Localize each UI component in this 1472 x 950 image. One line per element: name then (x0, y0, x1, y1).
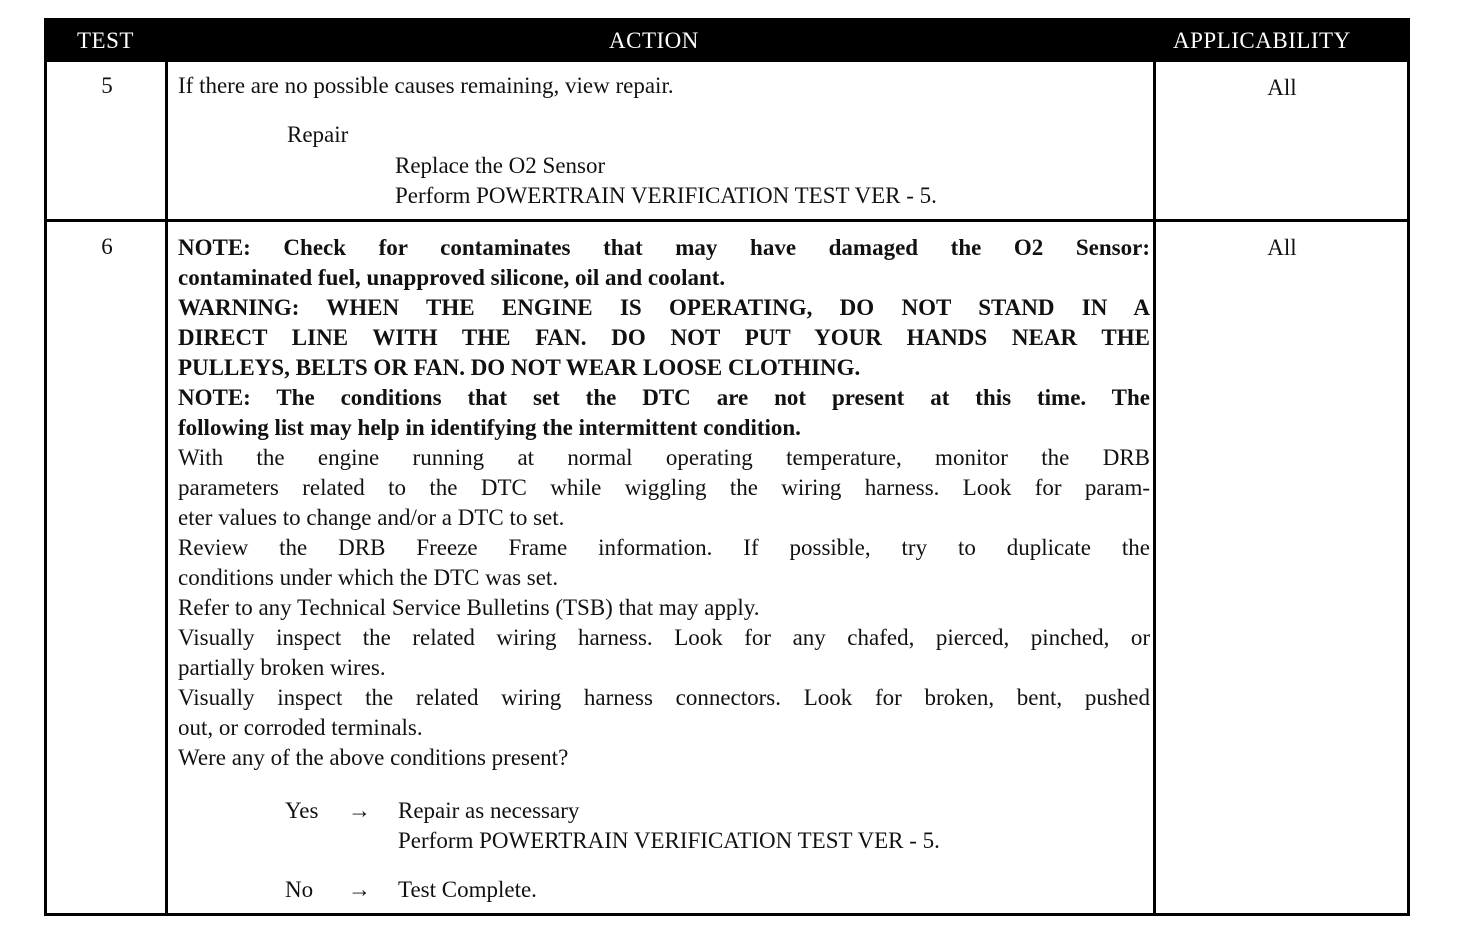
action-text: Visually inspect the related wiring harness connectors. Look for broken, bent, pushed (178, 685, 1150, 710)
warning-text: DIRECT LINE WITH THE FAN. DO NOT PUT YOUR HANDS NEAR THE (178, 325, 1150, 350)
action-text: Visually inspect the related wiring harness. Look for any chafed, pierced, pinched, or (178, 625, 1150, 650)
column-divider (1153, 21, 1156, 913)
action-text: conditions under which the DTC was set. (178, 565, 559, 590)
repair-label: Repair (287, 122, 349, 147)
arrow-icon: → (348, 877, 371, 902)
action-cell (178, 233, 1150, 773)
arrow-icon: → (348, 798, 371, 823)
question-text: Were any of the above conditions present? (178, 745, 569, 770)
repair-line: Replace the O2 Sensor (395, 153, 606, 178)
action-text: If there are no possible causes remaining, view repair. (178, 73, 674, 98)
repair-line: Perform POWERTRAIN VERIFICATION TEST VER - 5. (395, 183, 937, 208)
header-test: TEST (77, 28, 134, 53)
yes-label: Yes (285, 798, 319, 823)
no-line: Test Complete. (398, 877, 537, 902)
yes-line: Repair as necessary (398, 798, 580, 823)
applicability-cell: All (1267, 235, 1297, 260)
action-text: Refer to any Technical Service Bulletins (TSB) that may apply. (178, 595, 760, 620)
action-text: Review the DRB Freeze Frame information. If possible, try to duplicate the (178, 535, 1150, 560)
test-number: 5 (101, 73, 113, 98)
action-text: parameters related to the DTC while wiggling the wiring harness. Look for param- (178, 475, 1150, 500)
note-text: following list may help in identifying the intermittent condition. (178, 415, 801, 440)
repair-block (178, 120, 1150, 220)
note-text: NOTE: The conditions that set the DTC are not present at this time. The (178, 385, 1150, 410)
note-text: contaminated fuel, unapproved silicone, oil and coolant. (178, 265, 726, 290)
note-text: NOTE: Check for contaminates that may have damaged the O2 Sensor: (178, 235, 1150, 260)
column-divider (165, 21, 168, 913)
action-text: partially broken wires. (178, 655, 386, 680)
action-text: With the engine running at normal operating temperature, monitor the DRB (178, 445, 1150, 470)
action-text: eter values to change and/or a DTC to set. (178, 505, 565, 530)
yes-line: Perform POWERTRAIN VERIFICATION TEST VER - 5. (398, 828, 940, 853)
header-applicability: APPLICABILITY (1173, 28, 1351, 53)
test-number: 6 (101, 234, 113, 259)
applicability-cell: All (1267, 75, 1297, 100)
warning-text: PULLEYS, BELTS OR FAN. DO NOT WEAR LOOSE CLOTHING. (178, 355, 861, 380)
warning-text: WARNING: WHEN THE ENGINE IS OPERATING, DO NOT STAND IN A (178, 295, 1150, 320)
table-header (47, 21, 1407, 62)
outcome-block (178, 796, 1150, 906)
diagnostic-table (44, 18, 1410, 916)
no-label: No (285, 877, 314, 902)
action-cell (178, 71, 1150, 101)
action-text: out, or corroded terminals. (178, 715, 423, 740)
header-action: ACTION (609, 28, 699, 53)
